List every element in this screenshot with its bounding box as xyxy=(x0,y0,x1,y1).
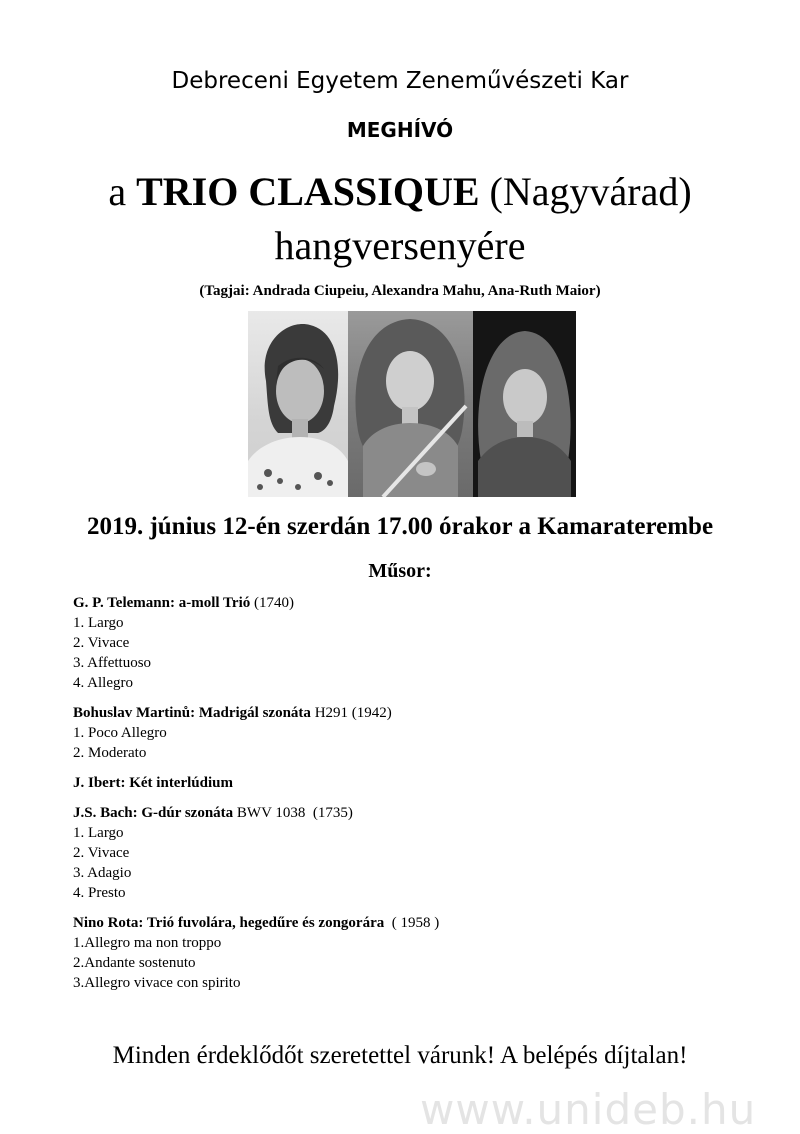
welcome-footer: Minden érdeklődőt szeretettel várunk! A belépés díjtalan! xyxy=(112,1042,688,1069)
invitation-label: MEGHÍVÓ xyxy=(346,118,454,142)
title-prefix: a xyxy=(108,169,127,214)
piece-composer-work: Nino Rota: Trió fuvolára, hegedűre és zongorára xyxy=(73,915,385,931)
program-piece xyxy=(73,593,753,693)
organization-name: Debreceni Egyetem Zeneművészeti Kar xyxy=(171,68,629,94)
movement-item: 1. Largo xyxy=(73,825,124,841)
members-photo-strip xyxy=(248,311,576,497)
piece-composer-work: J.S. Bach: G-dúr szonáta xyxy=(73,805,234,821)
piece-title xyxy=(73,773,753,793)
concert-title xyxy=(0,168,800,215)
portrait-illustration-2 xyxy=(348,311,473,497)
piece-composer-work: Bohuslav Martinů: Madrigál szonáta xyxy=(73,705,311,721)
concert-subtitle: hangversenyére xyxy=(274,223,526,268)
portrait-illustration-3 xyxy=(473,311,576,497)
program-piece xyxy=(73,803,753,903)
movement-item: 2. Vivace xyxy=(73,635,130,651)
movement-item: 4. Allegro xyxy=(73,675,133,691)
program-heading: Műsor: xyxy=(368,560,432,582)
member-photo-2 xyxy=(348,311,473,497)
program-piece xyxy=(73,703,753,763)
movement-item: 1.Allegro ma non troppo xyxy=(73,935,222,951)
ensemble-city: (Nagyvárad) xyxy=(489,169,692,214)
movement-item: 3. Affettuoso xyxy=(73,655,152,671)
piece-catalog-year: (1740) xyxy=(250,595,294,611)
movement-item: 1. Poco Allegro xyxy=(73,725,167,741)
piece-catalog-year: ( 1958 ) xyxy=(384,915,440,931)
piece-title xyxy=(73,913,753,933)
movement-item: 2. Moderato xyxy=(73,745,147,761)
piece-composer-work: J. Ibert: Két interlúdium xyxy=(73,775,233,791)
portrait-illustration-1 xyxy=(248,311,348,497)
ensemble-name: TRIO CLASSIQUE xyxy=(136,169,480,214)
movement-item: 2. Vivace xyxy=(73,845,130,861)
piece-title xyxy=(73,593,753,613)
piece-catalog-year: BWV 1038 (1735) xyxy=(233,805,353,821)
program-piece xyxy=(73,913,753,993)
member-photo-3 xyxy=(473,311,576,497)
movement-item: 1. Largo xyxy=(73,615,124,631)
movement-item: 2.Andante sostenuto xyxy=(73,955,196,971)
piece-title xyxy=(73,803,753,823)
program-piece xyxy=(73,773,753,793)
movement-item: 4. Presto xyxy=(73,885,126,901)
piece-catalog-year: H291 (1942) xyxy=(310,705,392,721)
member-photo-1 xyxy=(248,311,348,497)
piece-composer-work: G. P. Telemann: a-moll Trió xyxy=(73,595,251,611)
watermark: www.unideb.hu xyxy=(420,1085,757,1134)
movement-item: 3.Allegro vivace con spirito xyxy=(73,975,241,991)
piece-title xyxy=(73,703,753,723)
event-date-line: 2019. június 12-én szerdán 17.00 órakor a Kamaraterembe xyxy=(86,513,714,540)
program-list xyxy=(73,593,753,1003)
movement-item: 3. Adagio xyxy=(73,865,132,881)
ensemble-members: (Tagjai: Andrada Ciupeiu, Alexandra Mahu, Ana-Ruth Maior) xyxy=(199,283,601,299)
